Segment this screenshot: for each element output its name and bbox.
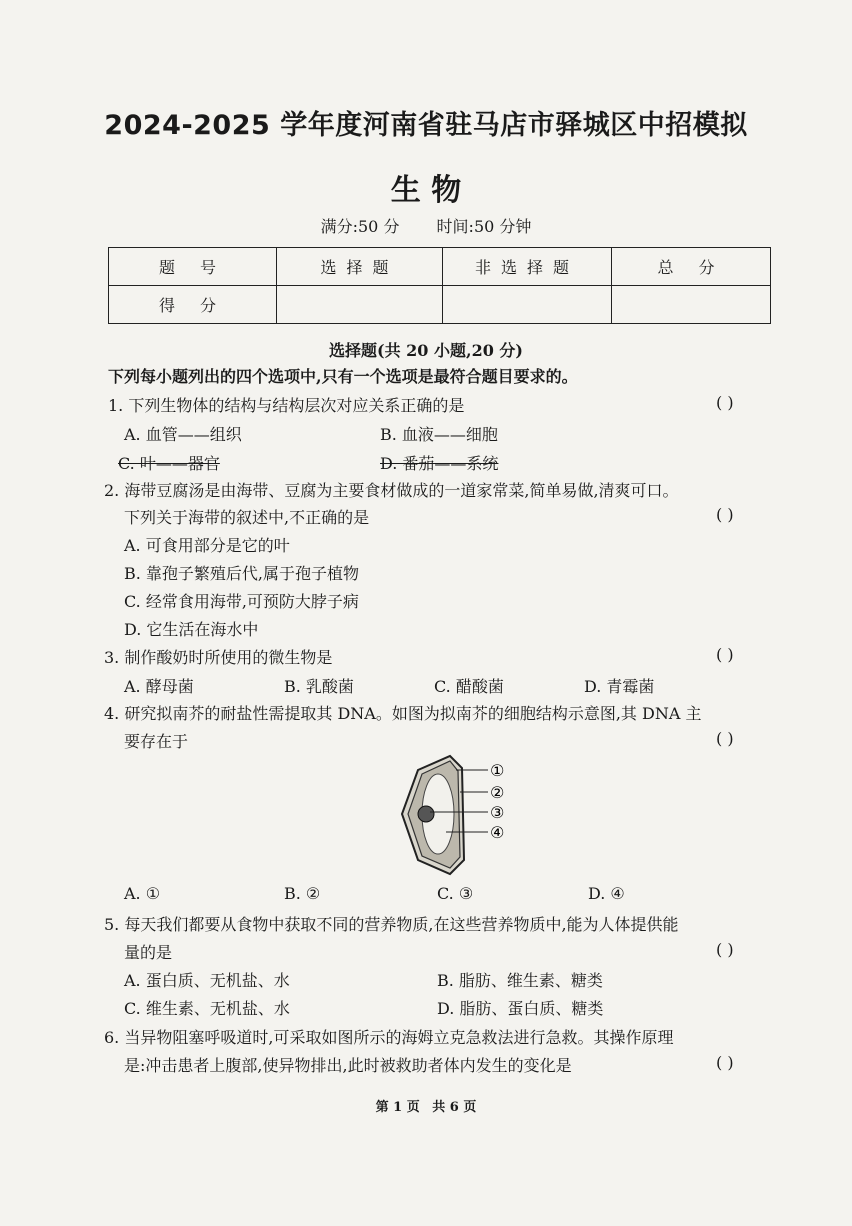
question-6-stem-cont: 是:冲击患者上腹部,使异物排出,此时被救助者体内发生的变化是 bbox=[124, 1056, 572, 1075]
score-table-score-row bbox=[109, 286, 771, 324]
q2-option-d: D. 它生活在海水中 bbox=[124, 620, 259, 639]
q3-option-c: C. 醋酸菌 bbox=[434, 677, 504, 696]
score-header-cell: 非选择题 bbox=[443, 248, 612, 286]
question-1-stem: 1. 下列生物体的结构与结构层次对应关系正确的是 bbox=[108, 396, 465, 415]
q3-option-a: A. 酵母菌 bbox=[124, 677, 194, 696]
question-5-stem: 5. 每天我们都要从食物中获取不同的营养物质,在这些营养物质中,能为人体提供能 bbox=[104, 915, 679, 934]
answer-blank-3[interactable]: ( ) bbox=[716, 645, 734, 664]
question-6-stem: 6. 当异物阻塞呼吸道时,可采取如图所示的海姆立克急救法进行急救。其操作原理 bbox=[104, 1028, 674, 1047]
exam-time: 时间:50 分钟 bbox=[436, 217, 532, 236]
answer-blank-4[interactable]: ( ) bbox=[716, 729, 734, 748]
q2-option-a: A. 可食用部分是它的叶 bbox=[124, 536, 290, 555]
q2-option-b: B. 靠孢子繁殖后代,属于孢子植物 bbox=[124, 564, 360, 583]
score-header-cell: 总 分 bbox=[612, 248, 771, 286]
page-footer bbox=[0, 1096, 852, 1115]
cell-label-4: ④ bbox=[490, 823, 505, 842]
answer-blank-5[interactable]: ( ) bbox=[716, 940, 734, 959]
q1-option-d: D. 番茄——系统 bbox=[380, 454, 499, 473]
question-3-stem: 3. 制作酸奶时所使用的微生物是 bbox=[104, 648, 333, 667]
q1-option-b: B. 血液——细胞 bbox=[380, 425, 498, 444]
score-header-cell: 题 号 bbox=[109, 248, 277, 286]
q4-option-b: B. ② bbox=[284, 884, 321, 903]
score-row-label: 得 分 bbox=[109, 286, 277, 324]
score-cell-nonchoice[interactable] bbox=[443, 286, 612, 324]
q4-option-d: D. ④ bbox=[588, 884, 625, 903]
page-total: 共 6 页 bbox=[432, 1100, 477, 1115]
question-2-stem: 2. 海带豆腐汤是由海带、豆腐为主要食材做成的一道家常菜,简单易做,清爽可口。 bbox=[104, 481, 679, 500]
q5-option-a: A. 蛋白质、无机盐、水 bbox=[124, 971, 290, 990]
score-header-cell: 选择题 bbox=[277, 248, 443, 286]
score-table bbox=[108, 247, 771, 324]
q1-option-a: A. 血管——组织 bbox=[124, 425, 242, 444]
cell-label-3: ③ bbox=[490, 803, 505, 822]
answer-blank-6[interactable]: ( ) bbox=[716, 1053, 734, 1072]
question-4-stem: 4. 研究拟南芥的耐盐性需提取其 DNA。如图为拟南芥的细胞结构示意图,其 DNA 主 bbox=[104, 704, 702, 723]
q2-option-c: C. 经常食用海带,可预防大脖子病 bbox=[124, 592, 359, 611]
q5-option-c: C. 维生素、无机盐、水 bbox=[124, 999, 290, 1018]
question-5-stem-cont: 量的是 bbox=[124, 943, 173, 962]
page-number: 第 1 页 bbox=[375, 1100, 420, 1115]
q5-option-d: D. 脂肪、蛋白质、糖类 bbox=[437, 999, 604, 1018]
score-table-header-row bbox=[109, 248, 771, 286]
q5-option-b: B. 脂肪、维生素、糖类 bbox=[437, 971, 603, 990]
q4-option-a: A. ① bbox=[124, 884, 161, 903]
section-heading: 选择题(共 20 小题,20 分) bbox=[329, 341, 523, 360]
score-cell-choice[interactable] bbox=[277, 286, 443, 324]
cell-label-2: ② bbox=[490, 783, 505, 802]
section-instruction: 下列每小题列出的四个选项中,只有一个选项是最符合题目要求的。 bbox=[108, 367, 578, 386]
exam-title: 2024-2025 学年度河南省驻马店市驿城区中招模拟 bbox=[104, 110, 748, 141]
subject-title: 生 物 bbox=[390, 173, 462, 208]
q3-option-d: D. 青霉菌 bbox=[584, 677, 655, 696]
answer-blank-1[interactable]: ( ) bbox=[716, 393, 734, 412]
nucleus bbox=[418, 806, 434, 822]
q1-option-c: C. 叶——器官 bbox=[118, 454, 220, 473]
full-score: 满分:50 分 bbox=[320, 217, 400, 236]
cell-label-1: ① bbox=[490, 761, 505, 780]
answer-blank-2[interactable]: ( ) bbox=[716, 505, 734, 524]
score-cell-total[interactable] bbox=[612, 286, 771, 324]
question-2-stem-cont: 下列关于海带的叙述中,不正确的是 bbox=[124, 508, 370, 527]
q3-option-b: B. 乳酸菌 bbox=[284, 677, 354, 696]
plant-cell-diagram bbox=[400, 752, 520, 877]
q4-option-c: C. ③ bbox=[437, 884, 474, 903]
question-4-stem-cont: 要存在于 bbox=[124, 732, 189, 751]
exam-meta bbox=[0, 214, 852, 237]
